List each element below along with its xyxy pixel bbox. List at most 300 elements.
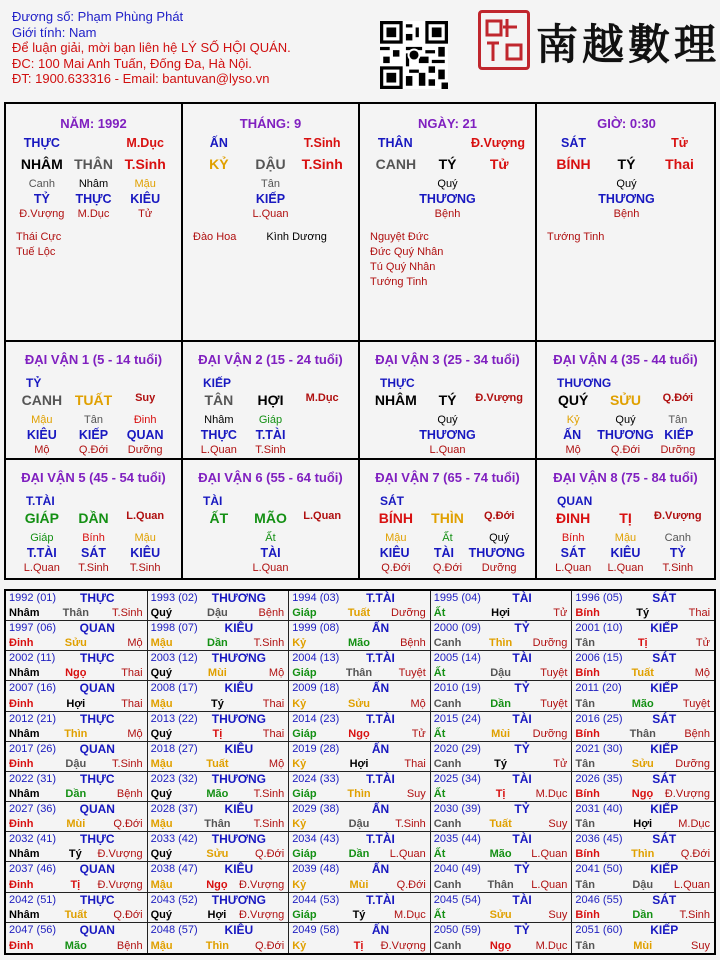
year-branch: Ngọ [489, 939, 512, 952]
year-branch: Tuất [489, 818, 512, 831]
year-label: 2004 (13) [292, 652, 340, 665]
year-stage: Q.Đới [680, 848, 711, 861]
pillar-cell-top: Tử [671, 136, 688, 150]
year-god: T.TÀI [366, 771, 395, 786]
year-stage: Thai [121, 667, 143, 680]
luck-title: ĐẠI VẬN 4 (35 - 44 tuổi) [553, 352, 698, 367]
luck-row-bot [16, 444, 171, 456]
year-stage: Q.Đới [396, 878, 426, 891]
luck-cell-hid: Bính [561, 532, 585, 544]
year-stem: Giáp [292, 788, 317, 801]
year-pillar [434, 940, 568, 952]
year-label: 2030 (39) [433, 803, 481, 816]
year-stage: T.Sinh [253, 788, 285, 801]
year-stage: Tuyệt [682, 697, 711, 710]
year-label: 2048 (57) [150, 923, 198, 936]
luck-cell-bot: Q.Đới [381, 562, 411, 574]
year-pillar [9, 698, 143, 710]
year-pillar [434, 848, 568, 860]
year-label: 1996 (05) [575, 592, 623, 604]
luck-cell-mid: SỬU [609, 392, 642, 408]
year-cell [289, 651, 431, 681]
year-stem: Giáp [292, 727, 317, 740]
year-stem: Tân [575, 818, 595, 831]
pillar-cell-hid [193, 178, 245, 190]
year-pillar [151, 848, 285, 860]
year-pillar [575, 667, 710, 679]
pillar-title: NĂM: 1992 [60, 116, 127, 131]
pillar-cell-bot: L.Quan [252, 208, 289, 220]
year-pillar [575, 698, 710, 710]
year-branch: Tuất [206, 757, 229, 770]
luck-period-4 [537, 342, 714, 460]
year-stem: Kỷ [292, 878, 307, 891]
year-stem: Canh [433, 637, 462, 650]
pillar-cell-mid: BÍNH [556, 156, 591, 172]
year-stage: Q.Đới [254, 848, 285, 861]
pillar-title: NGÀY: 21 [418, 116, 477, 131]
year-stage: T.Sinh [679, 908, 711, 921]
luck-cell-gods [370, 428, 419, 442]
pillar-row-hid [547, 178, 706, 190]
year-god: TÀI [512, 771, 532, 786]
year-pillar [575, 818, 710, 830]
year-pillar [434, 909, 568, 921]
year-pillar [575, 788, 710, 800]
pillar-cell-hid: Tân [261, 178, 280, 190]
year-branch: Ngọ [631, 788, 654, 801]
luck-cell-gods: KIẾP [78, 428, 109, 442]
year-branch: Sửu [347, 697, 370, 710]
year-pillar [575, 607, 710, 619]
year-cell [572, 621, 714, 651]
year-pillar [434, 758, 568, 770]
year-stage: L.Quan [673, 878, 711, 891]
luck-cell-hid [193, 532, 245, 544]
year-god: THƯƠNG [211, 832, 266, 847]
year-branch: Hợi [66, 697, 86, 710]
year-branch: Dần [348, 848, 370, 861]
pillar-cell-hid: Canh [28, 178, 55, 190]
year-pillar [151, 879, 285, 891]
brand-logo [478, 10, 720, 74]
luck-row-hid [193, 414, 348, 426]
year-pillar [292, 758, 426, 770]
year-stem: Kỷ [292, 637, 307, 650]
year-stem: Ất [433, 908, 446, 921]
year-pillar [9, 818, 143, 830]
pillar-cell-gods [476, 192, 525, 206]
year-god: THƯƠNG [211, 711, 266, 726]
pillar-3 [537, 104, 716, 342]
year-stage: M.Dục [535, 939, 568, 952]
year-label: 2013 (22) [150, 712, 198, 725]
year-pillar [434, 607, 568, 619]
year-god: ẤN [371, 862, 390, 877]
luck-cell-hid: Đinh [133, 414, 157, 426]
year-cell [431, 802, 573, 832]
year-stage: Tuyệt [540, 697, 568, 710]
luck-cell-bot [296, 444, 348, 456]
luck-cell-mid: ẤT [209, 510, 229, 526]
year-branch: Mùi [633, 939, 653, 952]
year-god: THƯƠNG [211, 651, 266, 666]
year-stem: Nhâm [9, 667, 40, 680]
pillar-cell-hid [473, 178, 525, 190]
luck-god: TÀI [203, 494, 223, 508]
year-god: THỰC [79, 651, 115, 666]
year-label: 2031 (40) [575, 803, 623, 816]
year-label: 2007 (16) [9, 682, 57, 695]
luck-cell-bot: T.Sinh [255, 444, 286, 456]
year-branch: Dần [632, 908, 654, 921]
pillar-cell-top [245, 136, 297, 150]
year-cell [289, 681, 431, 711]
year-god: THƯƠNG [211, 591, 266, 605]
qr-code-icon [380, 20, 448, 90]
year-branch: Tị [353, 939, 364, 952]
year-branch: Sửu [631, 757, 654, 770]
year-label: 2046 (55) [575, 893, 623, 906]
year-cell [431, 651, 573, 681]
year-stage: Bệnh [400, 637, 426, 650]
year-label: 2033 (42) [150, 833, 198, 846]
year-label: 2042 (51) [9, 893, 57, 906]
pillar-cell-mid: CANH [375, 156, 417, 172]
luck-cell-bot: L.Quan [607, 562, 644, 574]
year-stem: Canh [433, 939, 462, 952]
luck-cell-mid: BÍNH [378, 510, 413, 526]
year-stage: Tử [695, 637, 711, 650]
year-cell [572, 712, 714, 742]
year-label: 2014 (23) [292, 712, 340, 725]
year-pillar [9, 637, 143, 649]
year-stage: Thai [121, 697, 143, 710]
luck-period-6 [183, 460, 360, 578]
gender-value: Nam [68, 24, 97, 40]
luck-row-hid [370, 414, 525, 426]
luck-row-gods [193, 428, 348, 442]
year-branch: Thìn [205, 939, 229, 952]
year-cell [431, 832, 573, 862]
year-stage: Tử [553, 757, 568, 770]
year-god: THỰC [79, 832, 115, 847]
year-cell [148, 893, 290, 923]
year-label: 2002 (11) [9, 652, 56, 665]
year-god: SÁT [652, 892, 677, 907]
pillar-extra-item: Đào Hoa [193, 231, 237, 243]
year-cell [572, 832, 714, 862]
pillar-cell-mid: DẬU [255, 156, 286, 172]
year-pillar [9, 728, 143, 740]
year-stem: Mậu [150, 637, 173, 650]
year-stage: Mộ [694, 667, 711, 680]
pillar-row-bot [547, 208, 706, 220]
year-stage: T.Sinh [253, 637, 285, 650]
pillar-cell-mid: T.Sinh [301, 156, 343, 172]
year-stage: Dưỡng [675, 757, 711, 770]
luck-period-5 [6, 460, 183, 578]
luck-cell-bot: Mộ [565, 444, 581, 456]
year-god: KIÊU [224, 681, 254, 696]
brand-title: 南越數理 [536, 20, 720, 69]
year-branch: Thân [204, 818, 231, 831]
year-pillar [575, 940, 710, 952]
year-branch: Thân [62, 607, 89, 620]
year-stem: Bính [575, 908, 600, 921]
year-pillar [292, 637, 426, 649]
year-branch: Thìn [488, 637, 513, 650]
year-stem: Bính [575, 727, 600, 740]
year-god: KIÊU [224, 741, 254, 756]
luck-row-hid [547, 414, 704, 426]
year-god: KIÊU [224, 802, 254, 817]
year-pillar [151, 758, 285, 770]
year-cell [572, 923, 714, 953]
year-stage: M.Dục [394, 908, 426, 921]
annual-table [4, 589, 716, 955]
year-label: 2023 (32) [150, 772, 198, 785]
year-cell [431, 591, 573, 621]
luck-cell-gods: KIẾP [664, 428, 694, 442]
luck-cell-mid: L.Quan [303, 510, 342, 522]
luck-cell-mid: TÝ [438, 392, 457, 408]
pillar-row-bot [16, 208, 171, 220]
year-label: 1993 (02) [150, 592, 198, 604]
year-god: KIÊU [224, 862, 254, 877]
year-pillar [434, 637, 568, 649]
luck-cell-gods: KIÊU [610, 546, 641, 560]
year-pillar [434, 667, 568, 679]
year-label: 2045 (54) [433, 893, 481, 906]
pillar-row-mid [547, 156, 706, 172]
year-stage: Thai [262, 697, 285, 710]
luck-cell-bot: L.Quan [200, 444, 237, 456]
year-god: T.TÀI [366, 591, 395, 605]
year-cell [148, 742, 290, 772]
year-branch: Thân [629, 727, 656, 740]
year-branch: Tý [210, 697, 224, 710]
year-god: TỶ [514, 741, 530, 756]
luck-cell-bot: L.Quan [252, 562, 289, 574]
year-god: KIẾP [650, 802, 679, 817]
luck-cell-mid: TÂN [204, 392, 234, 408]
luck-cell-bot [473, 444, 525, 456]
year-cell [6, 712, 148, 742]
luck-cell-mid: NHÂM [374, 392, 417, 408]
pillar-extra-item: Đức Quý Nhân [370, 246, 444, 258]
luck-god: T.TÀI [26, 494, 55, 508]
luck-row-gods [370, 428, 525, 442]
pillar-cell-mid: THÂN [74, 156, 113, 172]
luck-row-mid [547, 510, 704, 526]
year-branch: Hợi [491, 607, 510, 620]
luck-row-mid [16, 510, 171, 526]
year-god: TÀI [512, 591, 532, 605]
year-branch: Sửu [206, 848, 229, 861]
pillar-cell-gods [296, 192, 348, 206]
luck-row-hid [193, 532, 348, 544]
pillar-title: GIỜ: 0:30 [597, 116, 656, 131]
year-cell [6, 621, 148, 651]
year-stage: Suy [691, 939, 711, 952]
luck-title: ĐẠI VẬN 8 (75 - 84 tuổi) [553, 470, 698, 485]
year-pillar [151, 728, 285, 740]
year-stage: Dưỡng [532, 727, 568, 740]
year-stem: Kỷ [292, 939, 307, 952]
year-cell [148, 681, 290, 711]
year-cell [148, 772, 290, 802]
pillar-cell-bot [547, 208, 600, 220]
year-branch: Mão [347, 637, 370, 650]
year-stem: Quý [150, 908, 172, 921]
luck-cell-mid: GIÁP [24, 510, 59, 526]
pillar-cell-top: M.Dục [126, 136, 164, 150]
year-branch: Tị [212, 727, 223, 740]
year-branch: Tý [636, 607, 650, 620]
year-pillar [434, 698, 568, 710]
year-stage: Đ.Vượng [664, 788, 711, 801]
year-pillar [9, 788, 143, 800]
pillar-cell-gods [655, 192, 706, 206]
year-cell [6, 742, 148, 772]
luck-row-mid [193, 510, 348, 526]
pillar-1 [183, 104, 360, 342]
year-stem: Đinh [9, 637, 34, 650]
year-label: 2035 (44) [433, 833, 481, 846]
year-label: 2028 (37) [150, 803, 198, 816]
year-stem: Bính [575, 788, 600, 801]
luck-cell-hid: Tân [84, 414, 103, 426]
year-branch: Sửu [489, 908, 512, 921]
year-stem: Nhâm [9, 908, 40, 921]
year-stage: Mộ [127, 727, 143, 740]
year-branch: Dậu [632, 878, 654, 891]
luck-cell-mid: ĐINH [556, 510, 591, 526]
year-branch: Thân [487, 878, 514, 891]
luck-cell-gods: TÀI [260, 546, 281, 560]
luck-cell-mid: TUẤT [74, 392, 113, 408]
year-cell [6, 681, 148, 711]
year-branch: Dần [490, 697, 511, 710]
year-pillar [292, 818, 426, 830]
year-label: 2037 (46) [9, 863, 57, 876]
pillar-cell-gods: KIÊU [130, 192, 161, 206]
pillar-cell-top [600, 136, 653, 150]
luck-cell-bot [193, 562, 245, 574]
pillar-row-hid [16, 178, 171, 190]
year-god: THƯƠNG [211, 771, 266, 786]
pillar-0 [6, 104, 183, 342]
luck-cell-mid: M.Dục [305, 392, 339, 404]
pillar-cell-gods [547, 192, 598, 206]
luck-cell-bot: Dưỡng [660, 444, 696, 456]
luck-cell-mid: L.Quan [126, 510, 165, 522]
year-pillar [151, 667, 285, 679]
seal-stamp-icon [478, 10, 530, 70]
year-cell [289, 772, 431, 802]
pillar-cell-mid: Thai [665, 156, 694, 172]
year-label: 2012 (21) [9, 712, 57, 725]
pillar-cell-bot: Bệnh [434, 208, 461, 220]
luck-title: ĐẠI VẬN 5 (45 - 54 tuổi) [21, 470, 166, 485]
year-branch: Mão [631, 697, 654, 710]
year-label: 2000 (09) [433, 622, 481, 635]
year-stage: L.Quan [389, 848, 426, 861]
year-branch: Hợi [633, 818, 653, 831]
luck-row-gods [547, 428, 704, 442]
pillar-cell-gods: THỰC [75, 192, 112, 206]
year-cell [431, 923, 573, 953]
pillar-cell-hid: Quý [437, 178, 458, 190]
year-branch: Thìn [631, 848, 655, 861]
year-cell [572, 681, 714, 711]
pillar-cell-top: THÂN [377, 136, 413, 150]
year-pillar [292, 848, 426, 860]
year-stage: Mộ [410, 697, 426, 710]
year-branch: Mão [489, 848, 512, 861]
year-stem: Tân [575, 757, 595, 770]
pillar-cell-bot: Bệnh [613, 208, 640, 220]
contact-invite: Để luận giải, mời bạn liên hệ LÝ SỐ HỘI QUÁN. [12, 40, 291, 55]
year-label: 2036 (45) [575, 833, 623, 846]
pillar-cell-hid: Nhâm [78, 178, 109, 190]
year-cell [148, 591, 290, 621]
luck-row-hid [16, 414, 171, 426]
year-stage: Thai [688, 607, 711, 620]
pillar-extras [547, 230, 604, 245]
year-stem: Đinh [9, 939, 34, 952]
luck-row-mid [547, 392, 704, 408]
year-branch: Dậu [490, 667, 511, 680]
year-god: THỰC [79, 892, 115, 907]
year-stage: L.Quan [531, 848, 568, 861]
pillar-cell-gods: THƯƠNG [598, 192, 655, 206]
pillar-extras [370, 230, 443, 290]
pillar-extras [16, 230, 61, 260]
year-god: ẤN [371, 741, 390, 756]
year-label: 2026 (35) [575, 772, 623, 785]
pillar-cell-hid [547, 178, 600, 190]
year-pillar [292, 788, 426, 800]
year-branch: Dần [65, 788, 87, 801]
luck-god: KIẾP [203, 376, 232, 390]
luck-cell-gods: QUAN [126, 428, 164, 442]
luck-row-gods [547, 546, 704, 560]
year-god: TỶ [514, 681, 530, 696]
year-label: 2038 (47) [150, 863, 198, 876]
year-stage: M.Dục [678, 818, 711, 831]
year-stem: Canh [433, 818, 462, 831]
pillar-extra-item: Nguyệt Đức [370, 231, 429, 243]
year-stage: Suy [548, 818, 568, 831]
year-stem: Bính [575, 607, 600, 620]
luck-cell-hid: Tân [668, 414, 688, 426]
year-god: KIẾP [650, 862, 679, 877]
pillar-cell-mid: NHÂM [20, 156, 63, 172]
year-cell [6, 802, 148, 832]
year-label: 2016 (25) [575, 712, 623, 725]
luck-cell-mid: DẦN [78, 510, 109, 526]
year-pillar [9, 667, 143, 679]
pillar-row-hid [193, 178, 348, 190]
year-stem: Mậu [150, 939, 173, 952]
year-god: KIÊU [224, 621, 254, 636]
year-branch: Ngọ [348, 727, 370, 740]
year-cell [6, 832, 148, 862]
year-stem: Tân [575, 637, 595, 650]
contact-address: ĐC: 100 Mai Anh Tuấn, Đống Đa, Hà Nội. [12, 55, 252, 71]
